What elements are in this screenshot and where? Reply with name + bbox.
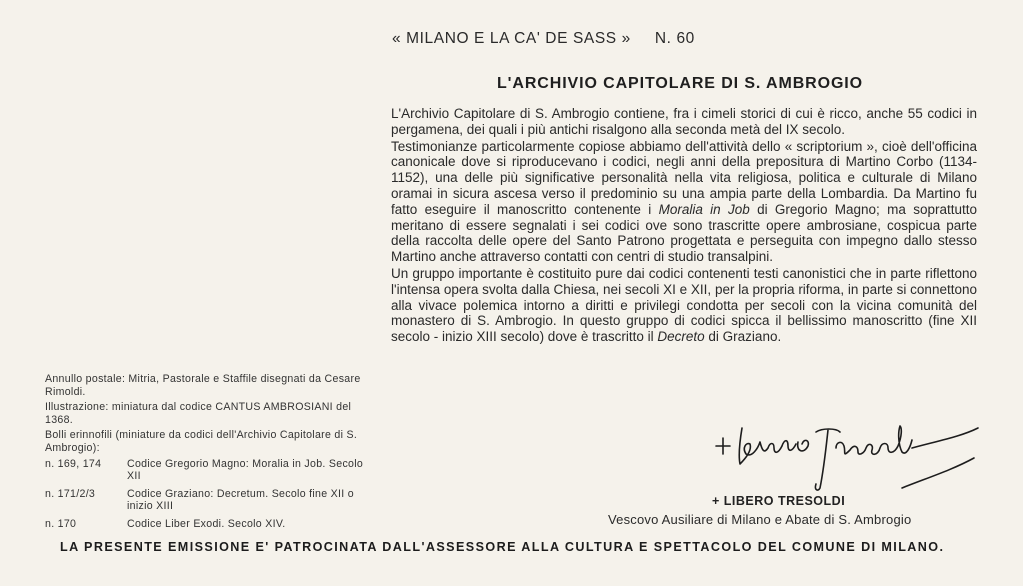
list-item <box>45 488 370 518</box>
item-number: n. 171/2/3 <box>45 487 96 500</box>
bolli-list <box>45 458 370 536</box>
paragraph-2 <box>391 139 977 265</box>
list-item <box>45 518 370 536</box>
handwritten-signature <box>712 418 982 498</box>
signatory-role: Vescovo Ausiliare di Milano e Abate di S. Ambrogio <box>608 512 912 527</box>
page-title: L'ARCHIVIO CAPITOLARE DI S. AMBROGIO <box>497 75 863 92</box>
illustrazione-note: Illustrazione: miniatura dal codice CANTUS AMBROSIANI del 1368. <box>45 401 352 426</box>
item-number: n. 169, 174 <box>45 457 102 470</box>
series-number: N. 60 <box>654 30 695 47</box>
paragraph-3-text-a: Un gruppo importante è costituito pure dai codici contenenti testi canonistici che in parte riflettono l'intensa opera svolta dalla Chiesa, nei secoli XI e XII, per la propria riforma, in parte si connettono alla vivace polemica intorno a diritti e privilegi condotta per secoli con la vicina comunità del monastero di S. Ambrogio. In questo gruppo di codici spicca il bellissimo manoscritto (fine XII secolo - inizio XIII secolo) dove è trascritto il <box>391 265 977 345</box>
paragraph-3 <box>391 266 977 345</box>
item-description: Codice Gregorio Magno: Moralia in Job. Secolo XII <box>127 457 364 483</box>
item-description: Codice Graziano: Decretum. Secolo fine XII o inizio XIII <box>127 487 354 513</box>
series-title: « MILANO E LA CA' DE SASS » <box>392 30 631 47</box>
paragraph-2-text-b: di Gregorio Magno; ma soprattutto meritano di essere segnalati i sei codici ove sono trascritte opere ambrosiane, cospicua parte della raccolta delle opere del Santo Patrono progettata e perseguita con impegno dallo stesso Martino anche attraverso contatti con centri di studio transalpini. <box>391 201 977 265</box>
paragraph-2-italic: Moralia in Job <box>658 201 750 217</box>
list-item <box>45 458 370 488</box>
paragraph-3-italic: Decreto <box>657 329 705 345</box>
item-description: Codice Liber Exodi. Secolo XIV. <box>127 517 286 530</box>
annullo-note: Annullo postale: Mitria, Pastorale e Staffile disegnati da Cesare Rimoldi. <box>45 373 361 398</box>
footer-note: LA PRESENTE EMISSIONE E' PATROCINATA DALL'ASSESSORE ALLA CULTURA E SPETTACOLO DEL COMUNE DI MILANO. <box>60 540 945 554</box>
item-number: n. 170 <box>45 517 77 530</box>
series-header <box>392 30 695 48</box>
stamp-notes <box>45 373 370 536</box>
signatory-name: + LIBERO TRESOLDI <box>712 494 846 508</box>
bolli-note: Bolli erinnofili (miniature da codici dell'Archivio Capitolare di S. Ambrogio): <box>45 429 358 454</box>
paragraph-3-text-b: di Graziano. <box>708 329 782 345</box>
body-text <box>391 106 977 346</box>
paragraph-1: L'Archivio Capitolare di S. Ambrogio contiene, fra i cimeli storici di cui è ricco, anche 55 codici in pergamena, dei quali i più antichi risalgono alla seconda metà del IX secolo. <box>391 106 977 137</box>
paragraph-2-text-a: Testimonianze particolarmente copiose abbiamo dell'attività dello « scriptorium », cioè dell'officina canonicale dove si riproducevano i codici, negli anni della prepositura di Martino Corbo (1134-1152), una delle più significative personalità nella vita religiosa, politica e culturale di Milano oramai in sicura ascesa verso il predominio su una ampia parte della Lombardia. Da Martino fu fatto eseguire il manoscritto contenente i <box>391 138 977 217</box>
